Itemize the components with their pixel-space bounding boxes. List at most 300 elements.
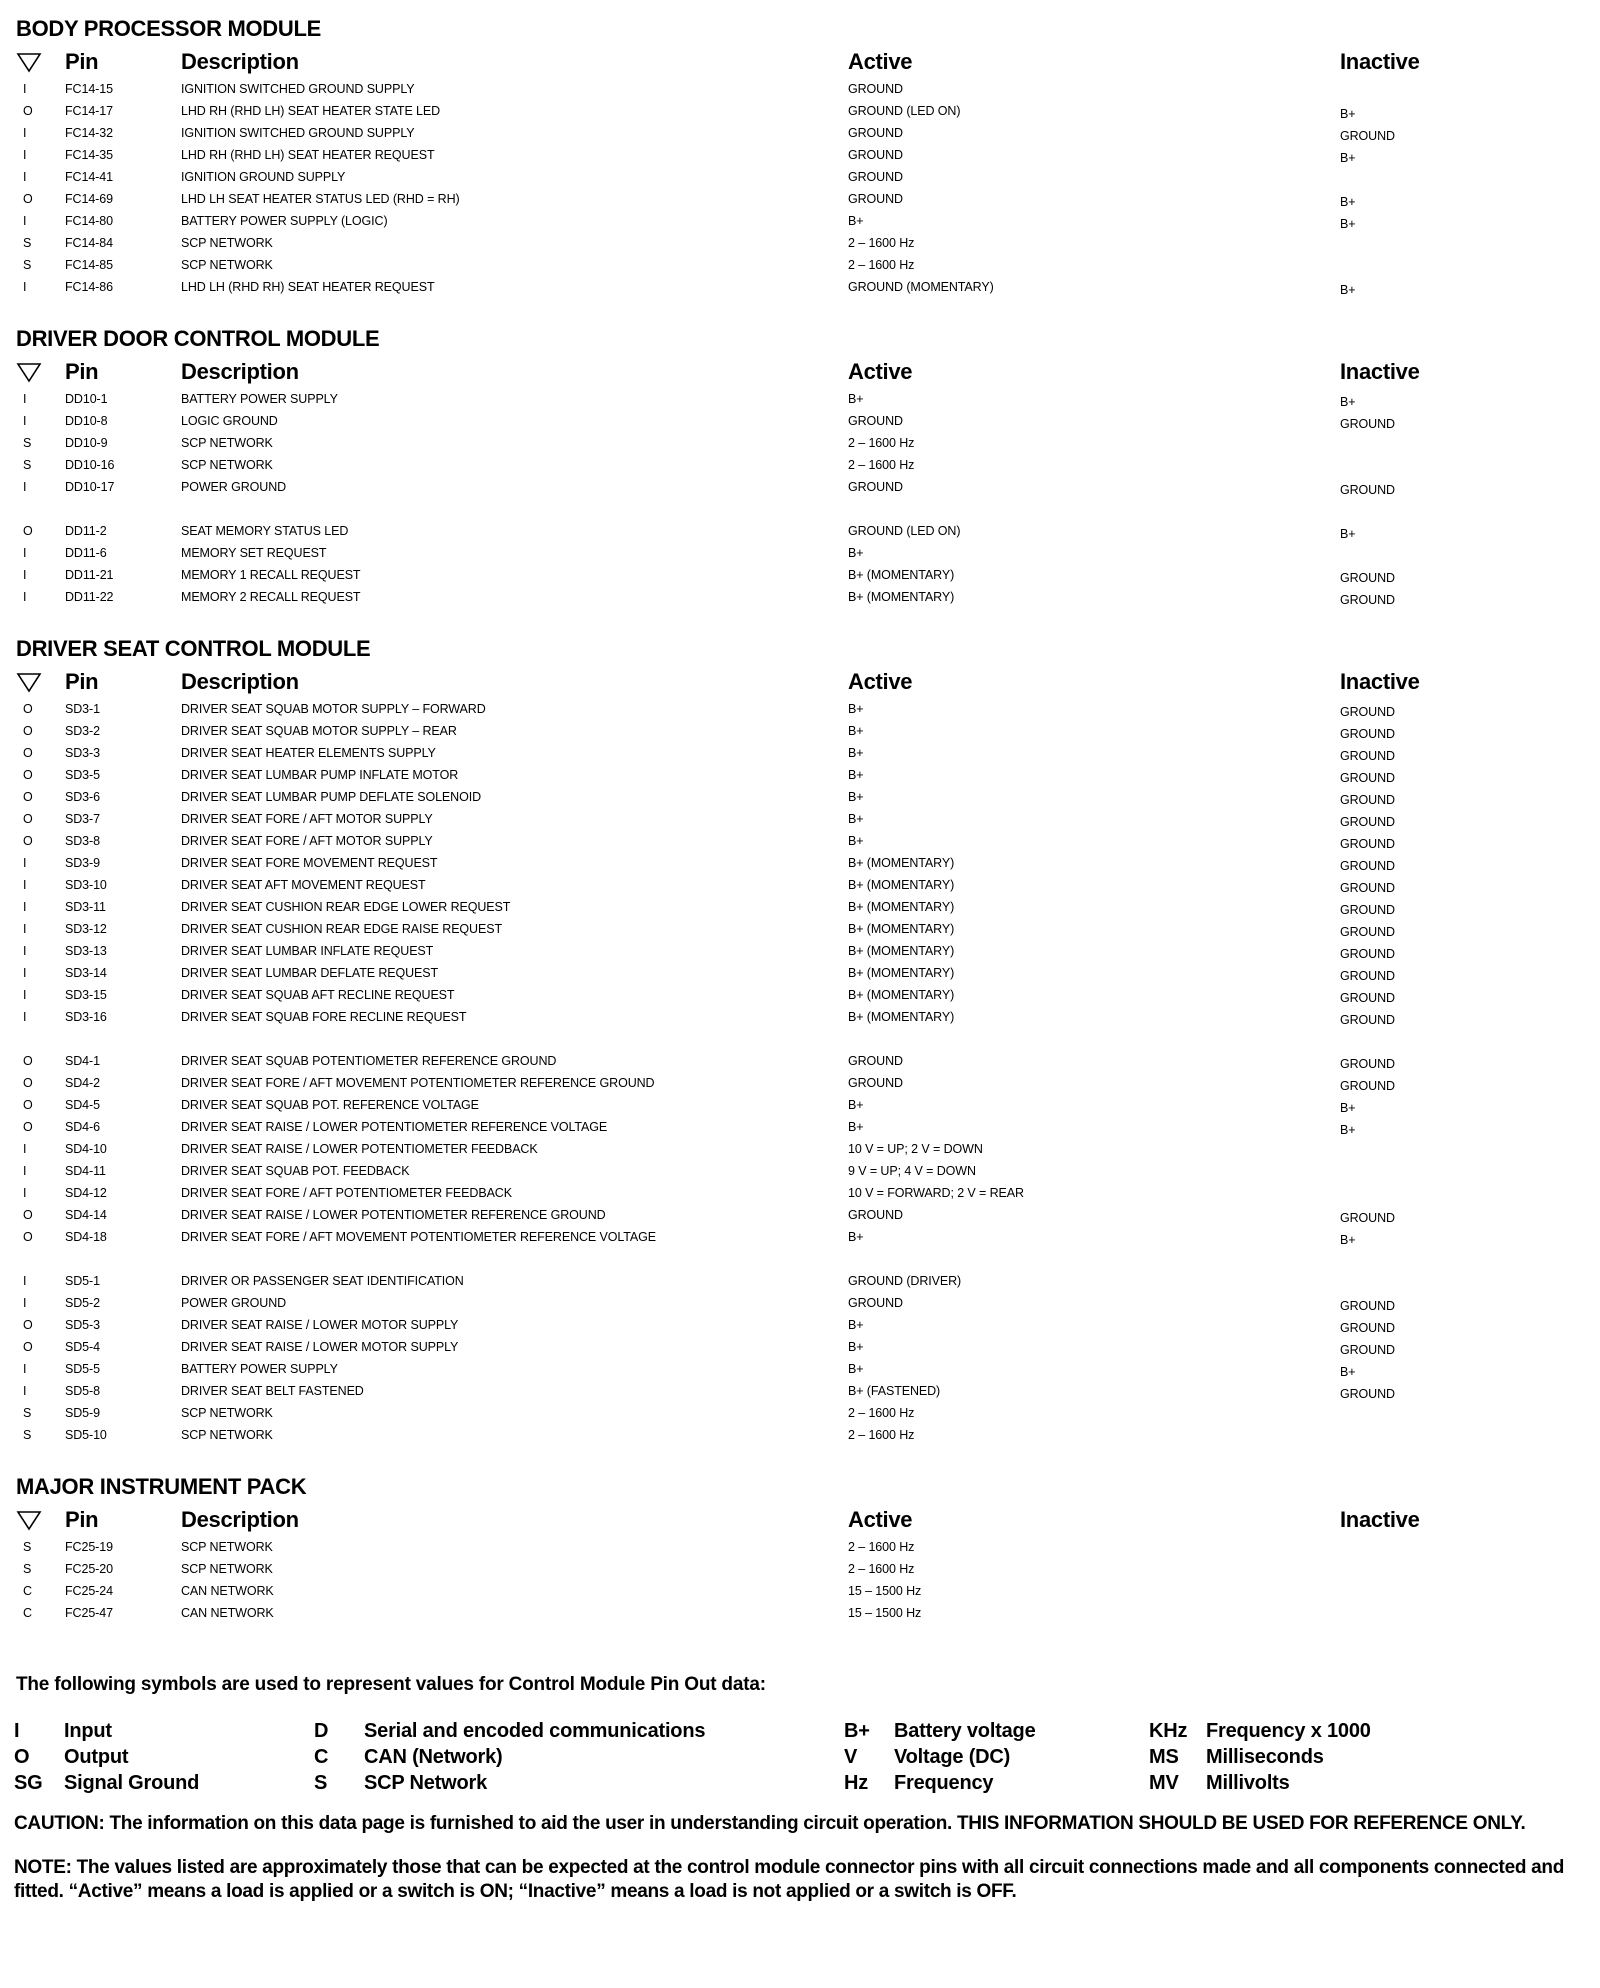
active-value: B+ (MOMENTARY): [848, 856, 955, 870]
active-value: B+: [848, 1120, 864, 1134]
pin-description: DRIVER SEAT RAISE / LOWER POTENTIOMETER REFERENCE VOLTAGE: [181, 1120, 608, 1134]
legend-symbol: O: [14, 1745, 30, 1768]
active-value: B+: [848, 1362, 864, 1376]
header-inactive: Inactive: [1340, 359, 1420, 384]
pin-number: FC14-41: [65, 170, 113, 184]
inactive-value: GROUND: [1340, 1211, 1395, 1225]
pin-description: MEMORY SET REQUEST: [181, 546, 327, 560]
pin-description: SCP NETWORK: [181, 1428, 273, 1442]
inactive-value: GROUND: [1340, 969, 1395, 983]
pin-description: CAN NETWORK: [181, 1584, 274, 1598]
inactive-value: B+: [1340, 151, 1356, 165]
active-value: GROUND (LED ON): [848, 524, 961, 538]
active-value: GROUND: [848, 414, 903, 428]
pin-description: SCP NETWORK: [181, 436, 273, 450]
pin-type: O: [23, 1098, 33, 1112]
caution-text: CAUTION: The information on this data page is furnished to aid the user in understanding circuit operation. THIS INFORMATION SHOULD BE USED FOR REFERENCE ONLY.: [14, 1813, 1526, 1834]
pin-description: IGNITION SWITCHED GROUND SUPPLY: [181, 126, 415, 140]
legend-column: [14, 1718, 314, 1796]
pin-description: MEMORY 1 RECALL REQUEST: [181, 568, 361, 582]
pin-type: O: [23, 702, 33, 716]
section-title: DRIVER SEAT CONTROL MODULE: [16, 636, 371, 661]
inactive-value: GROUND: [1340, 727, 1395, 741]
pin-description: DRIVER SEAT RAISE / LOWER MOTOR SUPPLY: [181, 1318, 459, 1332]
legend-item: [844, 1718, 1149, 1744]
table-row: [14, 764, 1586, 786]
table-row: [14, 874, 1586, 896]
table-row: [14, 940, 1586, 962]
pin-type: I: [23, 280, 27, 294]
active-value: GROUND: [848, 1076, 903, 1090]
legend-symbol: MS: [1149, 1745, 1179, 1768]
pin-number: SD3-5: [65, 768, 100, 782]
inactive-value: GROUND: [1340, 903, 1395, 917]
inactive-value: GROUND: [1340, 771, 1395, 785]
table-row: [14, 962, 1586, 984]
active-value: B+: [848, 746, 864, 760]
legend-symbol: C: [314, 1745, 329, 1768]
header-pin: Pin: [65, 359, 99, 384]
header-pin: Pin: [65, 1507, 99, 1532]
module-section: [14, 14, 1586, 298]
pin-number: SD4-10: [65, 1142, 107, 1156]
pin-type: I: [23, 546, 27, 560]
pin-type: I: [23, 590, 27, 604]
pin-number: SD3-15: [65, 988, 107, 1002]
pin-number: FC14-84: [65, 236, 113, 250]
inactive-value: GROUND: [1340, 991, 1395, 1005]
active-value: 10 V = FORWARD; 2 V = REAR: [848, 1186, 1024, 1200]
pin-type: S: [23, 258, 32, 272]
pin-type: I: [23, 1274, 27, 1288]
active-value: 10 V = UP; 2 V = DOWN: [848, 1142, 983, 1156]
pin-number: SD3-10: [65, 878, 107, 892]
table-row: [14, 1160, 1586, 1182]
table-row: [14, 586, 1586, 608]
legend-item: [14, 1744, 314, 1770]
legend-symbol: V: [844, 1745, 858, 1768]
table-row: [14, 1270, 1586, 1292]
inactive-value: B+: [1340, 1233, 1356, 1247]
pin-type: I: [23, 900, 27, 914]
active-value: B+: [848, 702, 864, 716]
legend-label: Millivolts: [1206, 1771, 1290, 1794]
pin-description: DRIVER SEAT AFT MOVEMENT REQUEST: [181, 878, 426, 892]
inactive-value: GROUND: [1340, 815, 1395, 829]
pin-number: DD11-6: [65, 546, 107, 560]
pin-description: DRIVER SEAT FORE / AFT MOTOR SUPPLY: [181, 834, 433, 848]
active-value: GROUND: [848, 82, 903, 96]
header-pin: Pin: [65, 669, 99, 694]
inactive-value: GROUND: [1340, 837, 1395, 851]
active-value: B+ (MOMENTARY): [848, 922, 955, 936]
pin-description: DRIVER SEAT SQUAB MOTOR SUPPLY – REAR: [181, 724, 457, 738]
pin-number: SD3-6: [65, 790, 100, 804]
active-value: 2 – 1600 Hz: [848, 458, 915, 472]
pin-number: SD4-11: [65, 1164, 106, 1178]
table-row: [14, 1006, 1586, 1028]
table-row: [14, 454, 1586, 476]
pin-number: DD11-2: [65, 524, 107, 538]
active-value: GROUND: [848, 1208, 903, 1222]
triangle-down-icon: [14, 361, 65, 383]
pin-description: DRIVER SEAT SQUAB FORE RECLINE REQUEST: [181, 1010, 467, 1024]
pin-description: SCP NETWORK: [181, 258, 273, 272]
pin-number: SD3-3: [65, 746, 100, 760]
table-row: [14, 852, 1586, 874]
pin-number: SD4-14: [65, 1208, 107, 1222]
active-value: B+ (MOMENTARY): [848, 568, 955, 582]
pin-number: FC14-35: [65, 148, 113, 162]
pin-number: DD10-16: [65, 458, 115, 472]
legend-label: Battery voltage: [894, 1719, 1036, 1742]
pin-type: I: [23, 1164, 27, 1178]
active-value: GROUND: [848, 1296, 903, 1310]
header-active: Active: [848, 669, 913, 694]
pin-number: SD5-1: [65, 1274, 100, 1288]
module-sections: [14, 14, 1586, 1624]
legend-symbol: MV: [1149, 1771, 1179, 1794]
pin-number: SD3-16: [65, 1010, 107, 1024]
pin-number: SD3-11: [65, 900, 106, 914]
table-row: [14, 742, 1586, 764]
active-value: B+: [848, 1230, 864, 1244]
table-row: [14, 476, 1586, 498]
pin-type: S: [23, 236, 32, 250]
pin-type: O: [23, 524, 33, 538]
table-row: [14, 276, 1586, 298]
active-value: B+ (MOMENTARY): [848, 878, 955, 892]
pin-type: S: [23, 1540, 32, 1554]
active-value: B+ (FASTENED): [848, 1384, 941, 1398]
inactive-value: GROUND: [1340, 571, 1395, 585]
pin-type: O: [23, 1076, 33, 1090]
pin-type: I: [23, 568, 27, 582]
pin-type: S: [23, 1428, 32, 1442]
header-active: Active: [848, 359, 913, 384]
table-row: [14, 144, 1586, 166]
table-row: [14, 918, 1586, 940]
pin-description: SCP NETWORK: [181, 236, 273, 250]
legend-grid: [14, 1718, 1586, 1796]
table-row: [14, 1204, 1586, 1226]
pin-type: I: [23, 1142, 27, 1156]
pin-type: C: [23, 1606, 32, 1620]
pin-type: O: [23, 1054, 33, 1068]
inactive-value: GROUND: [1340, 881, 1395, 895]
legend-symbol: KHz: [1149, 1719, 1188, 1742]
legend-label: Output: [64, 1745, 129, 1768]
table-row: [14, 1424, 1586, 1446]
table-row: [14, 432, 1586, 454]
legend-symbol: Hz: [844, 1771, 869, 1794]
pin-number: SD5-4: [65, 1340, 100, 1354]
inactive-value: GROUND: [1340, 1387, 1395, 1401]
pin-description: POWER GROUND: [181, 1296, 287, 1310]
table-header: [14, 666, 1586, 698]
table-header: [14, 46, 1586, 78]
pin-description: DRIVER SEAT FORE / AFT MOVEMENT POTENTIOMETER REFERENCE VOLTAGE: [181, 1230, 657, 1244]
inactive-value: GROUND: [1340, 1343, 1395, 1357]
pin-number: SD3-9: [65, 856, 100, 870]
pin-number: FC14-17: [65, 104, 113, 118]
header-inactive: Inactive: [1340, 49, 1420, 74]
table-row: [14, 720, 1586, 742]
active-value: 15 – 1500 Hz: [848, 1606, 922, 1620]
table-row: [14, 1536, 1586, 1558]
legend-label: SCP Network: [364, 1771, 488, 1794]
legend-label: Frequency x 1000: [1206, 1719, 1371, 1742]
pin-description: SEAT MEMORY STATUS LED: [181, 524, 349, 538]
table-header: [14, 356, 1586, 388]
table-row: [14, 1094, 1586, 1116]
pin-type: I: [23, 1186, 27, 1200]
section-title: MAJOR INSTRUMENT PACK: [16, 1474, 307, 1499]
pin-description: SCP NETWORK: [181, 458, 273, 472]
module-section: [14, 634, 1586, 1446]
inactive-value: GROUND: [1340, 1321, 1395, 1335]
pin-description: DRIVER SEAT CUSHION REAR EDGE RAISE REQUEST: [181, 922, 502, 936]
active-value: GROUND: [848, 126, 903, 140]
inactive-value: GROUND: [1340, 859, 1395, 873]
active-value: B+ (MOMENTARY): [848, 590, 955, 604]
header-active: Active: [848, 49, 913, 74]
inactive-value: GROUND: [1340, 705, 1395, 719]
pin-type: O: [23, 790, 33, 804]
inactive-value: B+: [1340, 195, 1356, 209]
table-row: [14, 1558, 1586, 1580]
inactive-value: GROUND: [1340, 793, 1395, 807]
table-row: [14, 1380, 1586, 1402]
inactive-value: GROUND: [1340, 129, 1395, 143]
pin-type: O: [23, 1230, 33, 1244]
pin-description: DRIVER OR PASSENGER SEAT IDENTIFICATION: [181, 1274, 464, 1288]
pin-type: I: [23, 214, 27, 228]
pin-type: I: [23, 392, 27, 406]
legend-label: Signal Ground: [64, 1771, 200, 1794]
pin-number: SD3-8: [65, 834, 100, 848]
pin-type: S: [23, 1406, 32, 1420]
pin-number: FC14-69: [65, 192, 113, 206]
table-row: [14, 122, 1586, 144]
active-value: GROUND: [848, 170, 903, 184]
inactive-value: GROUND: [1340, 483, 1395, 497]
pin-type: O: [23, 192, 33, 206]
active-value: B+: [848, 1098, 864, 1112]
legend-item: [1149, 1744, 1469, 1770]
pin-number: SD3-13: [65, 944, 107, 958]
inactive-value: B+: [1340, 283, 1356, 297]
pin-type: I: [23, 856, 27, 870]
table-row: [14, 698, 1586, 720]
table-row: [14, 188, 1586, 210]
active-value: B+: [848, 834, 864, 848]
pin-type: I: [23, 878, 27, 892]
table-row: [14, 210, 1586, 232]
pin-description: BATTERY POWER SUPPLY: [181, 1362, 338, 1376]
inactive-value: GROUND: [1340, 749, 1395, 763]
pin-number: FC14-86: [65, 280, 113, 294]
pin-description: LOGIC GROUND: [181, 414, 278, 428]
legend-item: [844, 1744, 1149, 1770]
table-row: [14, 1402, 1586, 1424]
legend-item: [314, 1718, 844, 1744]
legend-column: [844, 1718, 1149, 1796]
pin-type: O: [23, 834, 33, 848]
pin-type: I: [23, 944, 27, 958]
pin-description: DRIVER SEAT RAISE / LOWER POTENTIOMETER REFERENCE GROUND: [181, 1208, 606, 1222]
active-value: GROUND (LED ON): [848, 104, 961, 118]
inactive-value: GROUND: [1340, 1299, 1395, 1313]
legend-item: [1149, 1718, 1469, 1744]
pin-number: SD5-10: [65, 1428, 107, 1442]
pin-number: SD4-12: [65, 1186, 107, 1200]
table-row: [14, 166, 1586, 188]
table-row: [14, 1072, 1586, 1094]
pin-type: O: [23, 104, 33, 118]
header-inactive: Inactive: [1340, 1507, 1420, 1532]
active-value: B+: [848, 392, 864, 406]
pin-type: S: [23, 458, 32, 472]
pin-number: SD3-7: [65, 812, 100, 826]
legend-item: [314, 1770, 844, 1796]
pin-description: BATTERY POWER SUPPLY (LOGIC): [181, 214, 388, 228]
active-value: B+: [848, 812, 864, 826]
table-row: [14, 1226, 1586, 1248]
pin-type: O: [23, 746, 33, 760]
module-section: [14, 324, 1586, 608]
pin-description: SCP NETWORK: [181, 1562, 273, 1576]
inactive-value: B+: [1340, 527, 1356, 541]
header-inactive: Inactive: [1340, 669, 1420, 694]
pin-type: O: [23, 1120, 33, 1134]
pin-type: I: [23, 1384, 27, 1398]
pin-type: S: [23, 1562, 32, 1576]
active-value: B+ (MOMENTARY): [848, 944, 955, 958]
pin-type: I: [23, 82, 27, 96]
pin-type: I: [23, 1362, 27, 1376]
pin-description: DRIVER SEAT HEATER ELEMENTS SUPPLY: [181, 746, 436, 760]
symbol-legend: [14, 1674, 1586, 1796]
table-row: [14, 542, 1586, 564]
pin-description: DRIVER SEAT LUMBAR INFLATE REQUEST: [181, 944, 434, 958]
active-value: B+: [848, 790, 864, 804]
pin-number: FC14-15: [65, 82, 113, 96]
legend-label: CAN (Network): [364, 1745, 503, 1768]
table-row: [14, 1602, 1586, 1624]
header-description: Description: [181, 669, 299, 694]
legend-item: [14, 1770, 314, 1796]
pin-description: DRIVER SEAT FORE / AFT POTENTIOMETER FEEDBACK: [181, 1186, 512, 1200]
active-value: 2 – 1600 Hz: [848, 1540, 915, 1554]
pin-type: O: [23, 768, 33, 782]
pin-number: SD3-1: [65, 702, 100, 716]
pin-number: DD10-9: [65, 436, 108, 450]
section-title: DRIVER DOOR CONTROL MODULE: [16, 326, 380, 351]
pin-description: LHD RH (RHD LH) SEAT HEATER REQUEST: [181, 148, 435, 162]
pin-number: FC14-32: [65, 126, 113, 140]
table-row: [14, 78, 1586, 100]
pin-description: SCP NETWORK: [181, 1540, 273, 1554]
pin-description: LHD LH (RHD RH) SEAT HEATER REQUEST: [181, 280, 435, 294]
table-row: [14, 1050, 1586, 1072]
triangle-down-icon: [14, 671, 65, 693]
legend-item: [314, 1744, 844, 1770]
pin-type: O: [23, 812, 33, 826]
pin-type: O: [23, 1318, 33, 1332]
active-value: GROUND: [848, 148, 903, 162]
legend-symbol: D: [314, 1719, 329, 1742]
pin-description: POWER GROUND: [181, 480, 287, 494]
pin-type: I: [23, 966, 27, 980]
pin-type: I: [23, 148, 27, 162]
legend-label: Input: [64, 1719, 112, 1742]
header-description: Description: [181, 1507, 299, 1532]
pin-description: DRIVER SEAT SQUAB MOTOR SUPPLY – FORWARD: [181, 702, 486, 716]
pin-type: C: [23, 1584, 32, 1598]
active-value: 2 – 1600 Hz: [848, 236, 915, 250]
legend-item: [844, 1770, 1149, 1796]
pin-type: I: [23, 170, 27, 184]
pin-description: LHD LH SEAT HEATER STATUS LED (RHD = RH): [181, 192, 460, 206]
inactive-value: B+: [1340, 1123, 1356, 1137]
pin-number: SD5-8: [65, 1384, 100, 1398]
triangle-down-icon: [14, 51, 65, 73]
header-description: Description: [181, 49, 299, 74]
legend-label: Voltage (DC): [894, 1745, 1011, 1768]
pin-description: DRIVER SEAT SQUAB POTENTIOMETER REFERENCE GROUND: [181, 1054, 557, 1068]
inactive-value: GROUND: [1340, 1079, 1395, 1093]
table-row: [14, 564, 1586, 586]
pin-number: SD4-5: [65, 1098, 100, 1112]
pin-type: I: [23, 922, 27, 936]
active-value: 2 – 1600 Hz: [848, 1562, 915, 1576]
pin-number: FC25-19: [65, 1540, 113, 1554]
table-row: [14, 1580, 1586, 1602]
inactive-value: GROUND: [1340, 1013, 1395, 1027]
table-row: [14, 410, 1586, 432]
table-row: [14, 1358, 1586, 1380]
pin-number: SD3-12: [65, 922, 107, 936]
inactive-value: B+: [1340, 395, 1356, 409]
inactive-value: GROUND: [1340, 947, 1395, 961]
pin-description: LHD RH (RHD LH) SEAT HEATER STATE LED: [181, 104, 441, 118]
active-value: 15 – 1500 Hz: [848, 1584, 922, 1598]
legend-symbol: B+: [844, 1719, 870, 1742]
table-row: [14, 1314, 1586, 1336]
pin-description: DRIVER SEAT LUMBAR PUMP DEFLATE SOLENOID: [181, 790, 482, 804]
legend-label: Frequency: [894, 1771, 994, 1794]
active-value: B+: [848, 768, 864, 782]
inactive-value: B+: [1340, 217, 1356, 231]
triangle-down-icon: [14, 1509, 65, 1531]
pin-number: SD5-5: [65, 1362, 100, 1376]
header-description: Description: [181, 359, 299, 384]
section-title: BODY PROCESSOR MODULE: [16, 16, 321, 41]
pin-number: DD11-22: [65, 590, 114, 604]
active-value: GROUND (DRIVER): [848, 1274, 962, 1288]
pin-number: SD4-18: [65, 1230, 107, 1244]
inactive-value: GROUND: [1340, 417, 1395, 431]
pin-description: DRIVER SEAT RAISE / LOWER POTENTIOMETER FEEDBACK: [181, 1142, 538, 1156]
legend-item: [14, 1718, 314, 1744]
table-header: [14, 1504, 1586, 1536]
pin-number: DD11-21: [65, 568, 114, 582]
pin-type: I: [23, 1010, 27, 1024]
pin-type: O: [23, 1340, 33, 1354]
table-row: [14, 254, 1586, 276]
inactive-value: GROUND: [1340, 1057, 1395, 1071]
